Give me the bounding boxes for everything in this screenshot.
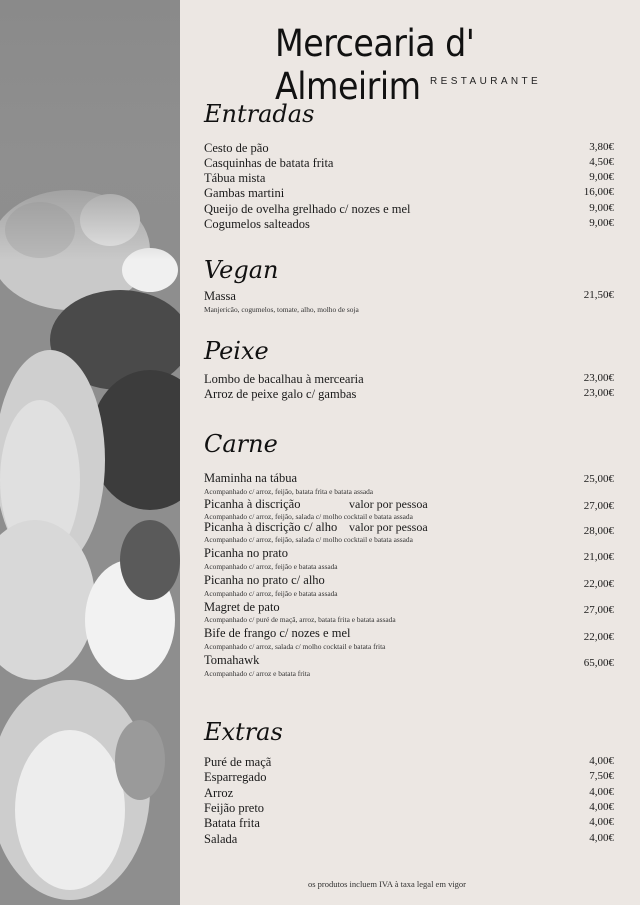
item-name: Cesto de pão [204,141,269,155]
item-name: Esparregado [204,770,267,784]
item-price: 25,00€ [583,473,614,485]
menu-item [204,186,614,202]
item-price: 4,00€ [589,801,614,813]
tax-note: os produtos incluem IVA à taxa legal em vigor [308,879,467,889]
item-description: Acompanhado c/ arroz, feijão e batata assada [204,589,338,598]
menu-item [204,626,614,642]
item-name: Massa [204,289,236,303]
item-name: Casquinhas de batata frita [204,156,334,170]
item-name: Queijo de ovelha grelhado c/ nozes e mel [204,202,411,216]
section-title-extras: Extras [204,718,283,746]
item-name: Picanha à discrição [204,497,301,511]
menu-item [204,573,614,589]
item-price: 16,00€ [583,186,614,198]
menu-item [204,770,614,786]
item-description: Acompanhado c/ arroz, feijão, salada c/ molho cocktail e batata assada [204,535,413,544]
item-name: Magret de pato [204,600,280,614]
item-name: Picanha no prato [204,546,289,560]
item-name: Picanha no prato c/ alho [204,573,325,587]
menu-item [204,156,614,172]
item-price: 21,00€ [583,551,614,563]
menu-item [204,520,614,536]
menu-item [204,372,614,388]
item-description: Acompanhado c/ arroz e batata frita [204,669,311,678]
menu-item [204,832,614,848]
menu-item [204,653,614,669]
menu-item [204,755,614,771]
item-description: Acompanhado c/ arroz, feijão, batata frita e batata assada [204,487,374,496]
item-price: 9,00€ [589,217,614,229]
section-title-vegan: Vegan [204,256,279,284]
item-name: Gambas martini [204,186,285,200]
item-description: Acompanhado c/ puré de maçã, arroz, batata frita e batata assada [204,615,396,624]
item-description: Acompanhado c/ arroz, feijão, salada c/ molho cocktail e batata assada [204,512,413,521]
item-name: Bife de frango c/ nozes e mel [204,626,351,640]
item-price: 21,50€ [583,289,614,301]
item-price: 9,00€ [589,171,614,183]
item-price: 22,00€ [583,631,614,643]
menu-item [204,471,614,487]
item-price: 4,00€ [589,786,614,798]
menu-item [204,217,614,233]
food-photo-panel [0,0,180,905]
item-name: Picanha à discrição c/ alho [204,520,338,534]
menu-item [204,786,614,802]
item-price: 65,00€ [583,657,614,669]
item-name: Cogumelos salteados [204,217,310,231]
item-price: 23,00€ [583,372,614,384]
item-price: 28,00€ [583,525,614,537]
item-price: 7,50€ [589,770,614,782]
menu-item [204,289,614,305]
item-price: 4,00€ [589,816,614,828]
item-price: 4,50€ [589,156,614,168]
section-title-entradas: Entradas [204,100,315,128]
item-description: Acompanhado c/ arroz, salada c/ molho cocktail e batata frita [204,642,386,651]
menu-item [204,816,614,832]
item-name: Salada [204,832,238,846]
item-note: valor por pessoa [349,520,428,534]
item-price: 3,80€ [589,141,614,153]
item-name: Arroz [204,786,234,800]
menu-item [204,600,614,616]
item-description: Manjericão, cogumelos, tomate, alho, molho de soja [204,305,359,314]
item-name: Maminha na tábua [204,471,298,485]
item-description: Acompanhado c/ arroz, feijão e batata assada [204,562,338,571]
menu-item [204,546,614,562]
menu-item [204,801,614,817]
item-price: 27,00€ [583,500,614,512]
item-price: 4,00€ [589,832,614,844]
restaurant-name: Mercearia d' Almeirim [275,22,475,108]
item-price: 22,00€ [583,578,614,590]
item-name: Puré de maçã [204,755,272,769]
menu-content [180,0,640,905]
item-name: Arroz de peixe galo c/ gambas [204,387,357,401]
item-note: valor por pessoa [349,497,428,511]
item-name: Batata frita [204,816,260,830]
menu-item [204,387,614,403]
section-title-peixe: Peixe [204,337,269,365]
item-price: 9,00€ [589,202,614,214]
item-name: Tábua mista [204,171,266,185]
restaurant-tagline: RESTAURANTE [430,76,542,87]
menu-item [204,202,614,218]
item-name: Feijão preto [204,801,265,815]
item-price: 27,00€ [583,604,614,616]
menu-item [204,141,614,157]
section-title-carne: Carne [204,430,278,458]
item-price: 23,00€ [583,387,614,399]
item-name: Lombo de bacalhau à mercearia [204,372,364,386]
photo-top-fade [0,0,180,260]
menu-item [204,171,614,187]
item-price: 4,00€ [589,755,614,767]
item-name: Tomahawk [204,653,260,667]
menu-item [204,497,614,513]
